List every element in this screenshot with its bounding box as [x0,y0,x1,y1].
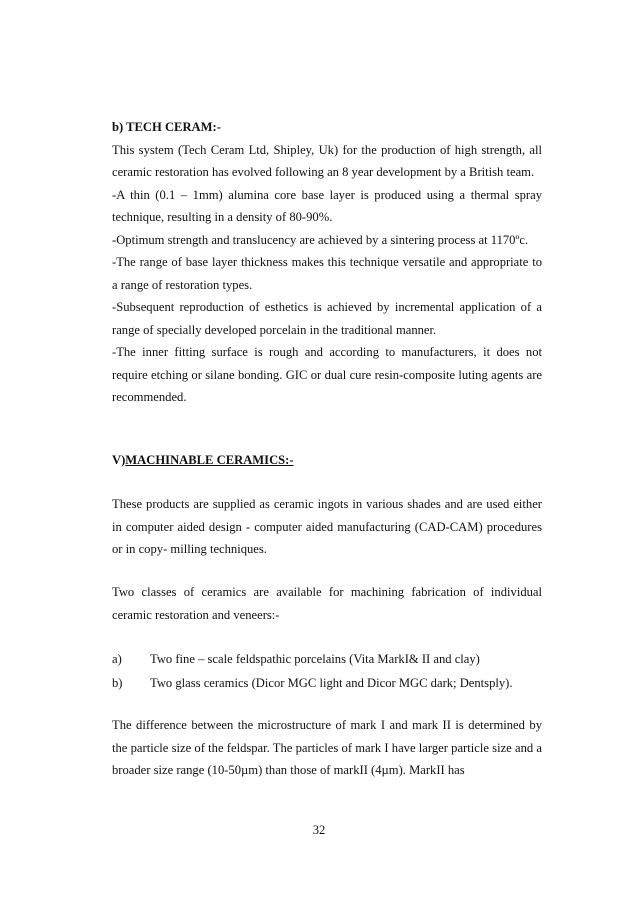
page-number: 32 [312,823,326,837]
section-b-paragraph-6: -The inner fitting surface is rough and according to manufacturers, it does not require etching or silane bonding. GIC or dual cure resin-composite luting agents are recommended. [112,345,542,404]
section-v-heading [112,449,542,472]
list-text: Two fine – scale feldspathic porcelains (Vita MarkI& II and clay) [150,652,480,666]
section-b-paragraph-3: -Optimum strength and translucency are achieved by a sintering process at 1170ºc. [112,232,529,247]
list-text: Two glass ceramics (Dicor MGC light and Dicor MGC dark; Dentsply). [150,676,513,690]
section-b-paragraph-5: -Subsequent reproduction of esthetics is achieved by incremental application of a range of specially developed porcelain in the traditional manner. [112,300,542,337]
section-b [112,116,542,409]
section-v-paragraph-1: These products are supplied as ceramic ingots in various shades and are used either in computer aided design - computer aided manufacturing (CAD-CAM) procedures or in copy- milling techniques. [112,497,542,556]
section-b-paragraph-1: This system (Tech Ceram Ltd, Shipley, Uk) for the production of high strength, all ceramic restoration has evolved following an 8 year development by a British team. [112,142,542,179]
section-v-title: MACHINABLE CERAMICS:- [125,453,294,467]
section-b-heading: b) TECH CERAM:- [112,120,221,134]
section-v-paragraph-2: Two classes of ceramics are available for machining fabrication of individual ceramic restoration and veneers:- [112,585,542,622]
section-b-paragraph-2: -A thin (0.1 – 1mm) alumina core base layer is produced using a thermal spray technique, resulting in a density of 80-90%. [112,187,542,224]
list-marker: b) [112,676,123,690]
section-b-paragraph-4: -The range of base layer thickness makes this technique versatile and appropriate to a range of restoration types. [112,255,542,292]
section-v-prefix: V) [112,453,126,467]
section-v-paragraph-3: The difference between the microstructure of mark I and mark II is determined by the particle size of the feldspar. The particles of mark I have larger particle size and a broader size range (10-50µm) than those of markII (4µm). MarkII has [112,718,542,777]
list-marker: a) [112,652,122,666]
